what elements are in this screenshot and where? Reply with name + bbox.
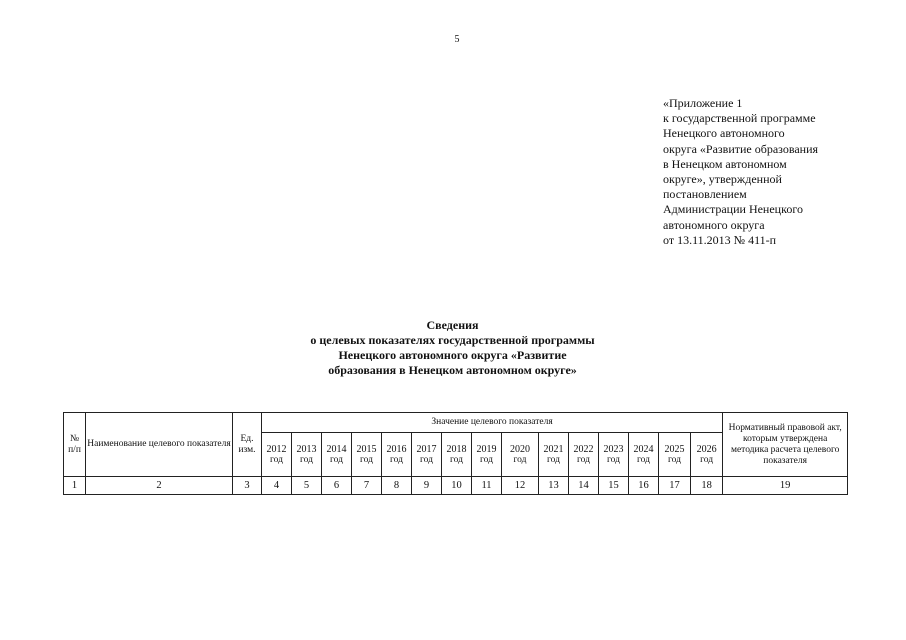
header-unit: Ед. изм. bbox=[233, 413, 262, 477]
column-number-cell: 4 bbox=[262, 477, 292, 495]
header-year-2015 bbox=[352, 433, 382, 477]
header-year-2018 bbox=[442, 433, 472, 477]
title-line: Сведения bbox=[426, 318, 479, 332]
header-num: № п/п bbox=[64, 413, 86, 477]
year-word: год bbox=[607, 454, 620, 465]
column-number-cell: 3 bbox=[233, 477, 262, 495]
year-label: 2019 bbox=[476, 443, 497, 455]
header-year-2016 bbox=[382, 433, 412, 477]
title-line: Ненецкого автономного округа «Развитие bbox=[338, 348, 567, 362]
header-year-2024 bbox=[629, 433, 659, 477]
year-label: 2024 bbox=[633, 443, 654, 455]
appendix-line: автономного округа bbox=[663, 217, 765, 232]
year-label: 2020 bbox=[510, 443, 530, 455]
column-number-cell: 16 bbox=[629, 477, 659, 495]
column-number-cell: 15 bbox=[599, 477, 629, 495]
year-label: 2017 bbox=[416, 443, 437, 455]
year-label: 2013 bbox=[296, 443, 317, 455]
appendix-line: к государственной программе bbox=[663, 111, 816, 126]
column-number-cell: 6 bbox=[322, 477, 352, 495]
header-year-2025 bbox=[659, 433, 691, 477]
appendix-line: Администрации Ненецкого bbox=[663, 202, 803, 217]
header-year-2021 bbox=[539, 433, 569, 477]
year-word: год bbox=[577, 454, 590, 465]
header-year-2022 bbox=[569, 433, 599, 477]
header-year-2017 bbox=[412, 433, 442, 477]
column-number-cell: 9 bbox=[412, 477, 442, 495]
target-indicators-table bbox=[63, 412, 848, 495]
document-title bbox=[200, 318, 705, 378]
year-word: год bbox=[270, 454, 283, 465]
year-word: год bbox=[700, 454, 714, 465]
year-word: год bbox=[480, 454, 493, 465]
year-label: 2014 bbox=[326, 443, 347, 455]
year-word: год bbox=[330, 454, 343, 465]
column-number-cell: 5 bbox=[292, 477, 322, 495]
year-word: год bbox=[420, 454, 433, 465]
year-label: 2018 bbox=[446, 443, 467, 455]
appendix-line: Ненецкого автономного bbox=[663, 126, 785, 141]
year-label: 2026 bbox=[696, 443, 717, 455]
column-number-cell: 13 bbox=[539, 477, 569, 495]
year-word: год bbox=[547, 454, 560, 465]
title-line: образования в Ненецком автономном округе» bbox=[328, 363, 577, 377]
header-value-group: Значение целевого показателя bbox=[262, 413, 723, 433]
page-number: 5 bbox=[454, 34, 460, 45]
year-label: 2015 bbox=[356, 443, 377, 455]
year-word: год bbox=[390, 454, 403, 465]
title-line: о целевых показателях государственной программы bbox=[310, 333, 595, 347]
column-number-cell: 7 bbox=[352, 477, 382, 495]
column-number-cell: 8 bbox=[382, 477, 412, 495]
column-number-cell: 1 bbox=[64, 477, 86, 495]
year-word: год bbox=[637, 454, 650, 465]
appendix-line: постановлением bbox=[663, 187, 747, 202]
header-year-2014 bbox=[322, 433, 352, 477]
column-number-cell: 12 bbox=[502, 477, 539, 495]
appendix-line: от 13.11.2013 № 411-п bbox=[663, 232, 777, 247]
header-year-2026 bbox=[691, 433, 723, 477]
year-label: 2021 bbox=[543, 443, 564, 455]
appendix-line: округа «Развитие образования bbox=[663, 141, 819, 156]
year-word: год bbox=[360, 454, 373, 465]
year-word: год bbox=[450, 454, 463, 465]
appendix-line: «Приложение 1 bbox=[663, 96, 743, 110]
column-number-cell: 10 bbox=[442, 477, 472, 495]
column-number-cell: 18 bbox=[691, 477, 723, 495]
column-number-cell: 19 bbox=[723, 477, 848, 495]
year-label: 2016 bbox=[386, 443, 407, 455]
header-year-2023 bbox=[599, 433, 629, 477]
column-number-cell: 2 bbox=[86, 477, 233, 495]
column-number-cell: 17 bbox=[659, 477, 691, 495]
header-year-2019 bbox=[472, 433, 502, 477]
column-number-cell: 14 bbox=[569, 477, 599, 495]
year-word: год bbox=[513, 454, 527, 465]
header-indicator-name: Наименование целевого показателя bbox=[86, 413, 233, 477]
column-number-cell: 11 bbox=[472, 477, 502, 495]
year-word: год bbox=[300, 454, 313, 465]
header-year-2020 bbox=[502, 433, 539, 477]
appendix-line: округе», утвержденной bbox=[663, 172, 782, 187]
year-label: 2022 bbox=[573, 443, 594, 455]
year-label: 2023 bbox=[603, 443, 624, 455]
appendix-line: в Ненецком автономном bbox=[663, 156, 787, 171]
year-word: год bbox=[668, 454, 681, 465]
year-label: 2025 bbox=[664, 443, 685, 455]
header-normative-act: Нормативный правовой акт, которым утверждена методика расчета целевого показателя bbox=[723, 413, 848, 477]
appendix-note bbox=[663, 96, 863, 248]
header-year-2013 bbox=[292, 433, 322, 477]
year-label: 2012 bbox=[266, 443, 287, 455]
header-year-2012 bbox=[262, 433, 292, 477]
